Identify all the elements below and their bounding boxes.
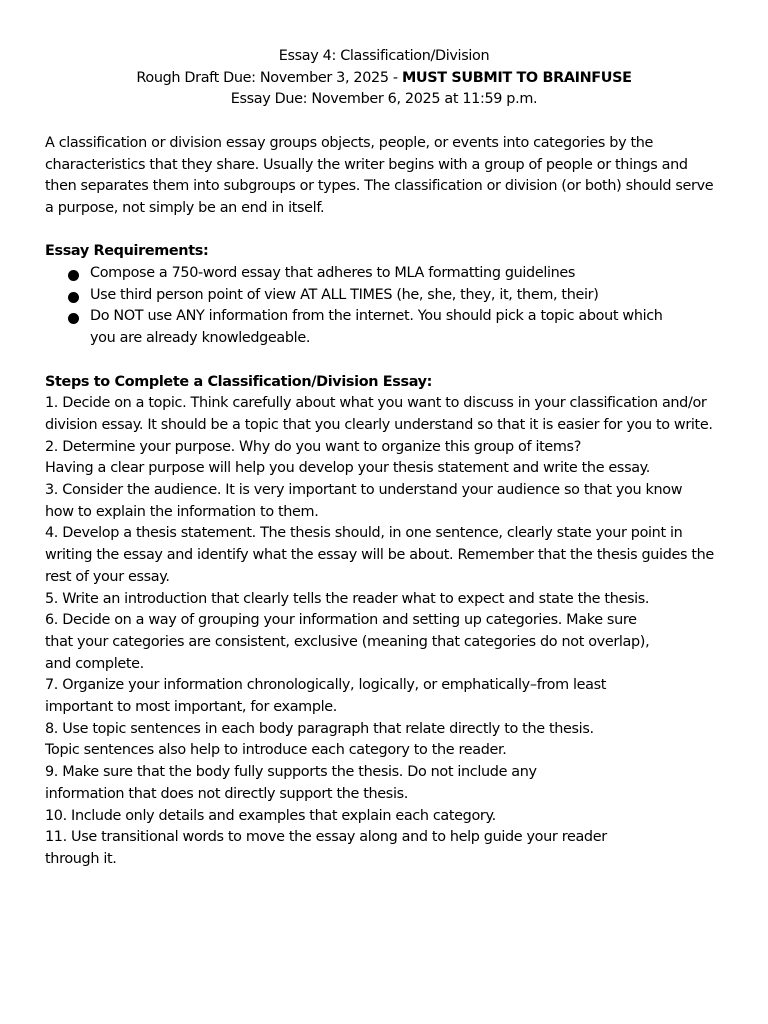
- step-item: 2. Determine your purpose. Why do you want to organize this group of items?: [45, 438, 581, 455]
- step-item: 7. Organize your information chronologically, logically, or emphatically–from least important to most important, for example.: [45, 677, 607, 716]
- requirement-text: Use third person point of view AT ALL TIMES (he, she, they, it, them, their): [90, 286, 599, 303]
- step-item: 11. Use transitional words to move the essay along and to help guide your reader through it.: [45, 829, 607, 867]
- essay-due-line: Essay Due: November 6, 2025 at 11:59 p.m.: [230, 91, 538, 108]
- requirement-text: Do NOT use ANY information from the internet. You should pick a topic about which you are already knowledgeable.: [90, 308, 663, 347]
- step-item: 5. Write an introduction that clearly tells the reader what to expect and state the thesis.: [45, 590, 650, 607]
- rough-draft-due-text: Rough Draft Due: November 3, 2025 -: [136, 69, 402, 86]
- submit-to-brainfuse-notice: MUST SUBMIT TO BRAINFUSE: [401, 69, 632, 86]
- step-item: 3. Consider the audience. It is very important to understand your audience so that you know how to explain the information to them.: [45, 482, 683, 520]
- requirement-item: [45, 263, 723, 285]
- essay-title: Essay 4: Classification/Division: [278, 48, 490, 64]
- requirement-text: Compose a 750-word essay that adheres to MLA formatting guidelines: [90, 265, 576, 281]
- requirement-item: [45, 285, 723, 307]
- step-item: Having a clear purpose will help you develop your thesis statement and write the essay.: [45, 460, 651, 477]
- step-item: 8. Use topic sentences in each body paragraph that relate directly to the thesis.: [45, 720, 594, 737]
- requirements-section: [45, 241, 723, 350]
- steps-heading: Steps to Complete a Classification/Division Essay:: [45, 373, 433, 390]
- step-item: 1. Decide on a topic. Think carefully about what you want to discuss in your classification and/or division essay. It should be a topic that you clearly understand so that it is easier for you to write.: [45, 395, 713, 433]
- step-item: Topic sentences also help to introduce each category to the reader.: [45, 742, 507, 759]
- steps-section: [45, 372, 723, 871]
- requirement-item: [45, 306, 685, 349]
- step-item: 4. Develop a thesis statement. The thesis should, in one sentence, clearly state your point in writing the essay and identify what the essay will be about. Remember that the thesis guides the rest of your essay.: [45, 525, 714, 585]
- step-item: 10. Include only details and examples that explain each category.: [45, 807, 496, 824]
- requirements-heading: Essay Requirements:: [45, 243, 209, 260]
- step-item: 6. Decide on a way of grouping your information and setting up categories. Make sure that your categories are consistent, exclusive (meaning that categories do not overlap), and complete.: [45, 612, 650, 672]
- document-header: [45, 46, 723, 111]
- intro-paragraph: A classification or division essay groups objects, people, or events into categories by the characteristics that they share. Usually the writer begins with a group of people or things and then separates them into subgroups or types. The classification or division (or both) should serve a purpose, not simply be an end in itself.: [45, 134, 714, 216]
- bullet-icon: [68, 313, 79, 324]
- bullet-icon: [68, 292, 79, 303]
- bullet-icon: [68, 270, 79, 281]
- requirements-list: [45, 263, 723, 350]
- rough-draft-due-line: [45, 68, 723, 90]
- step-item: 9. Make sure that the body fully supports the thesis. Do not include any information that does not directly support the thesis.: [45, 764, 537, 802]
